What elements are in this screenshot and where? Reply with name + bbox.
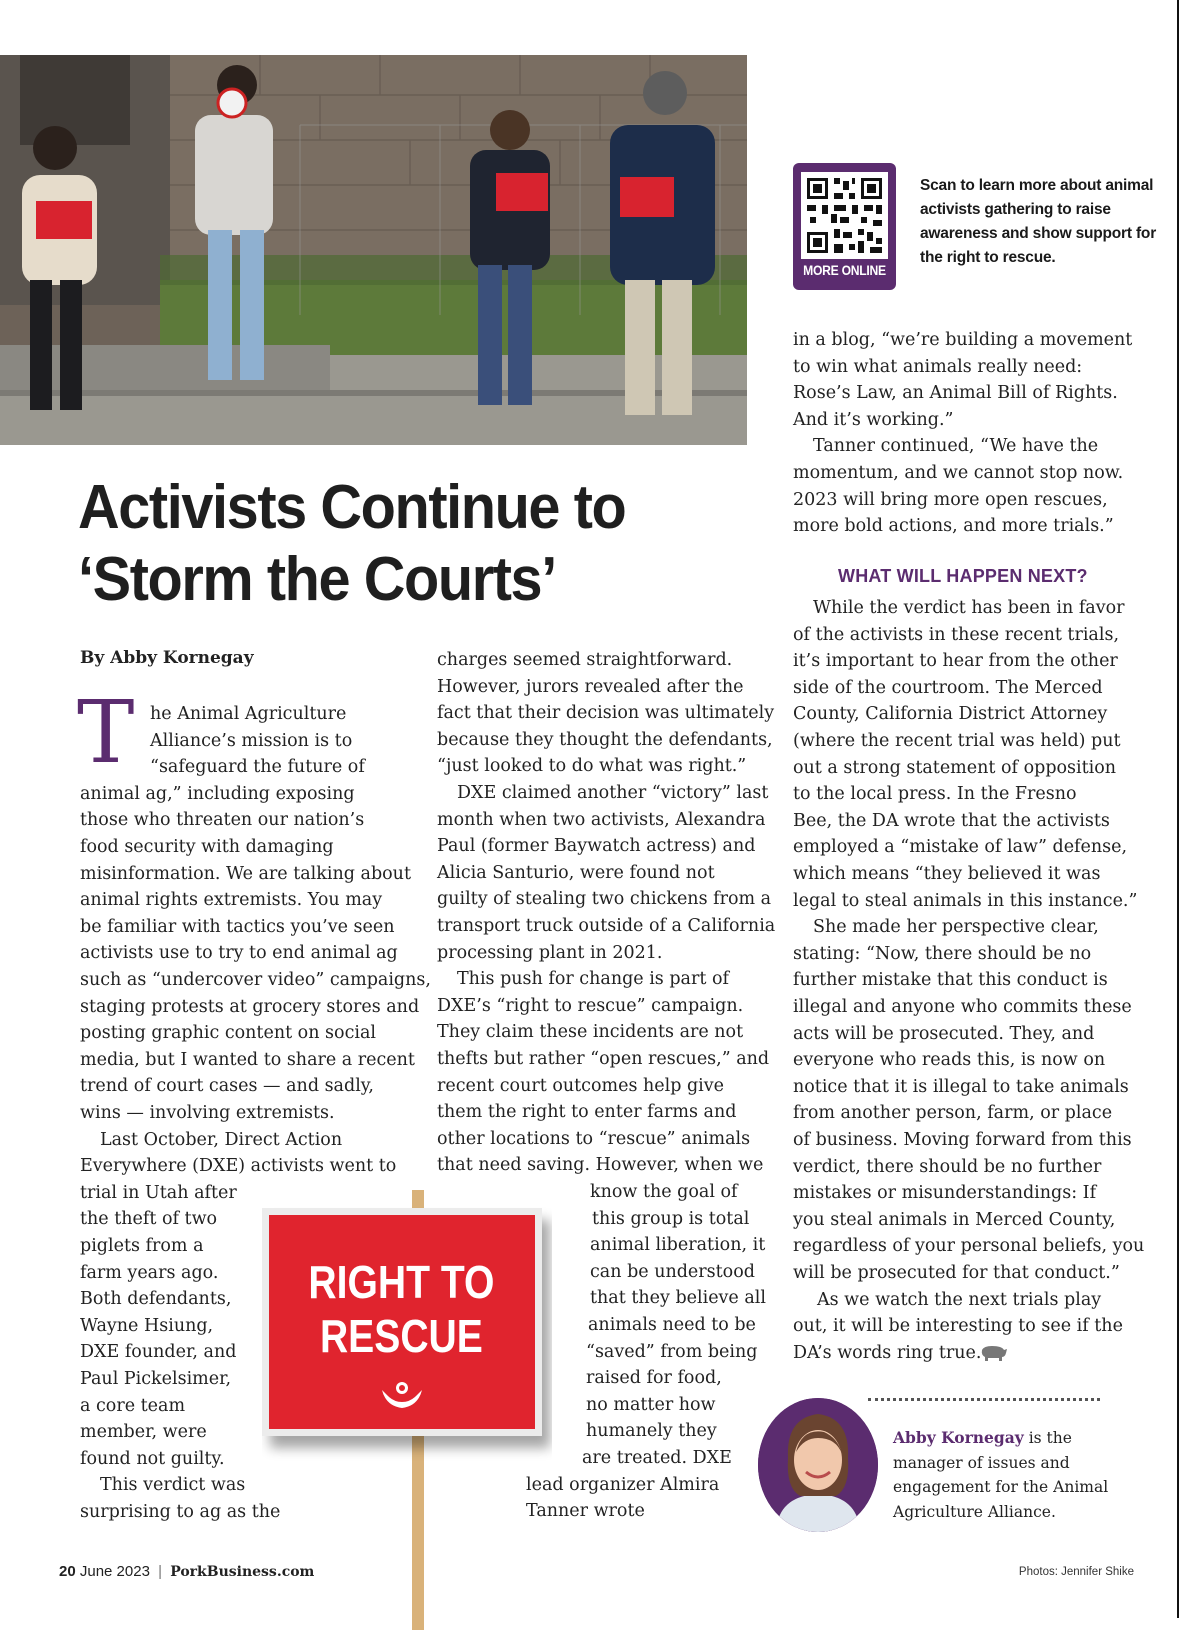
col1-line: posting graphic content on social <box>80 1023 376 1044</box>
col1-line: DXE founder, and <box>80 1342 237 1363</box>
byline: By Abby Kornegay <box>80 648 254 668</box>
col3-line: 2023 will bring more open rescues, <box>793 489 1108 510</box>
col2-line: Paul (former Baywatch actress) and <box>437 836 756 857</box>
author-bio <box>893 1426 1133 1524</box>
col1-line: animal rights extremists. You may <box>80 890 383 911</box>
pig-end-icon <box>978 1344 1008 1362</box>
qr-label: MORE ONLINE <box>803 263 886 278</box>
col3-line: in a blog, “we’re building a movement <box>793 330 1133 350</box>
col3-line: everyone who reads this, is now on <box>793 1050 1106 1071</box>
col1-line: member, were <box>80 1422 207 1443</box>
col2-line: “saved” from being <box>586 1341 758 1362</box>
col2-line: because they thought the defendants, <box>437 729 773 750</box>
col3-line: from another person, farm, or place <box>793 1103 1113 1124</box>
col2-line: This push for change is part of <box>457 969 729 990</box>
page-number: 20 <box>59 1563 76 1580</box>
bio-author-name: Abby Kornegay <box>893 1428 1024 1447</box>
col1-line: found not guilty. <box>80 1448 225 1469</box>
col3-line: will be prosecuted for that conduct.” <box>793 1263 1120 1283</box>
col2-line: raised for food, <box>586 1368 722 1389</box>
site-name: PorkBusiness.com <box>170 1564 315 1580</box>
section-subhead: WHAT WILL HAPPEN NEXT? <box>838 566 1088 586</box>
col1-line: he Animal Agriculture <box>150 704 347 724</box>
col3-line: Rose’s Law, an Animal Bill of Rights. <box>793 383 1118 404</box>
sign-line-2: RESCUE <box>319 1311 483 1363</box>
col2-line: know the goal of <box>590 1182 738 1202</box>
col2-line: Tanner wrote <box>526 1501 645 1522</box>
col2-line: transport truck outside of a California <box>437 916 776 936</box>
qr-code-box[interactable] <box>793 163 896 290</box>
col2-line: no matter how <box>586 1394 716 1415</box>
col1-line: Last October, Direct Action <box>100 1129 343 1150</box>
qr-code-icon[interactable] <box>801 172 888 259</box>
col3-line: While the verdict has been in favor <box>813 598 1125 618</box>
col1-line: farm years ago. <box>80 1262 219 1283</box>
col2-line: recent court outcomes help give <box>437 1075 725 1096</box>
col1-line: Everywhere (DXE) activists went to <box>80 1156 397 1177</box>
col2-line: thefts but rather “open rescues,” and <box>437 1049 770 1069</box>
protest-photo <box>0 55 747 445</box>
col1-line: This verdict was <box>100 1475 246 1496</box>
col1-line: staging protests at grocery stores and <box>80 996 420 1017</box>
col3-line: Bee, the DA wrote that the activists <box>793 810 1110 831</box>
headline-line-2: ‘Storm the Courts’ <box>78 545 556 614</box>
col1-line: such as “undercover video” campaigns, <box>80 970 431 990</box>
col1-line: activists use to try to end animal ag <box>80 943 398 964</box>
col1-line: wins — involving extremists. <box>80 1103 335 1123</box>
col1-line: be familiar with tactics you’ve seen <box>80 916 395 937</box>
col3-line: Tanner continued, “We have the <box>813 436 1099 457</box>
col2-line: can be understood <box>590 1261 755 1282</box>
col2-line: fact that their decision was ultimately <box>437 703 775 724</box>
col2-line: this group is total <box>592 1208 750 1229</box>
bio-text: is the manager of issues and engagement for the Animal Agriculture Alliance. <box>893 1429 1109 1521</box>
col2-line: charges seemed straightforward. <box>437 650 733 670</box>
col2-line: They claim these incidents are not <box>437 1022 744 1043</box>
col3-line: And it’s working.” <box>793 409 954 430</box>
col3-line: She made her perspective clear, <box>813 917 1099 938</box>
col2-line: are treated. DXE <box>582 1448 732 1468</box>
col1-line: those who threaten our nation’s <box>80 810 365 831</box>
col3-line: to the local press. In the Fresno <box>793 784 1077 805</box>
col2-line: month when two activists, Alexandra <box>437 809 766 830</box>
col2-line: DXE claimed another “victory” last <box>457 783 769 803</box>
footer-separator: | <box>158 1563 163 1580</box>
col3-line: employed a “mistake of law” defense, <box>793 837 1128 858</box>
col2-line: them the right to enter farms and <box>437 1102 737 1123</box>
headline-line-1: Activists Continue to <box>78 473 626 542</box>
col2-line: that need saving. However, when we <box>437 1155 764 1176</box>
col3-line: of the activists in these recent trials, <box>793 624 1120 645</box>
issue-date: June 2023 <box>79 1563 150 1580</box>
col3-line: DA’s words ring true. <box>793 1342 982 1363</box>
col1-line: misinformation. We are talking about <box>80 863 411 884</box>
col1-line: Wayne Hsiung, <box>80 1315 214 1336</box>
qr-caption: Scan to learn more about animal activists gathering to raise awareness and show support for the right to rescue. <box>920 177 1157 266</box>
col2-line: processing plant in 2021. <box>437 942 663 963</box>
col3-line: out, it will be interesting to see if the <box>793 1316 1123 1337</box>
col1-line: Paul Pickelsimer, <box>80 1369 232 1389</box>
col1-line: piglets from a <box>80 1236 204 1256</box>
col2-line: However, jurors revealed after the <box>437 676 744 697</box>
col3-line: notice that it is illegal to take animals <box>793 1076 1129 1097</box>
col1-line: trial in Utah after <box>80 1182 237 1203</box>
col3-line: to win what animals really need: <box>793 356 1083 377</box>
col1-line: the theft of two <box>80 1209 218 1230</box>
page-edge-rule <box>1177 0 1179 1618</box>
col3-line: illegal and anyone who commits these <box>793 997 1132 1017</box>
col3-line: legal to steal animals in this instance.” <box>793 890 1138 911</box>
col1-line: media, but I wanted to share a recent <box>80 1049 415 1070</box>
col3-line: verdict, there should be no further <box>793 1156 1102 1177</box>
col2-line: other locations to “rescue” animals <box>437 1128 751 1149</box>
col3-line: stating: “Now, there should be no <box>793 943 1092 964</box>
article-headline <box>78 472 729 616</box>
col2-line: animal liberation, it <box>590 1235 766 1256</box>
photo-credit: Photos: Jennifer Shike <box>1018 1566 1134 1578</box>
col3-line: which means “they believed it was <box>793 864 1101 884</box>
col1-line: Both defendants, <box>80 1289 232 1310</box>
col2-line: humanely they <box>586 1421 717 1442</box>
col3-line: further mistake that this conduct is <box>793 970 1108 991</box>
col3-line: regardless of your personal beliefs, you <box>793 1236 1145 1257</box>
col2-line: Alicia Santurio, were found not <box>437 862 715 883</box>
sign-line-1: RIGHT TO <box>308 1257 495 1309</box>
col2-line: animals need to be <box>588 1315 756 1335</box>
col3-line: more bold actions, and more trials.” <box>793 516 1114 537</box>
col3-line: mistakes or misunderstandings: If <box>793 1183 1097 1204</box>
col3-line: As we watch the next trials play <box>817 1289 1102 1310</box>
author-avatar <box>758 1398 878 1532</box>
col3-line: momentum, and we cannot stop now. <box>793 463 1124 483</box>
col3-line: of business. Moving forward from this <box>793 1130 1132 1150</box>
col3-line: side of the courtroom. The Merced <box>793 677 1103 698</box>
col1-line: food security with damaging <box>80 837 334 857</box>
col3-line: acts will be prosecuted. They, and <box>793 1023 1095 1044</box>
col3-line: you steal animals in Merced County, <box>793 1209 1116 1230</box>
col2-line: lead organizer Almira <box>526 1474 720 1495</box>
col2-line: “just looked to do what was right.” <box>437 756 747 777</box>
col3-line: County, California District Attorney <box>793 704 1108 725</box>
col1-line: trend of court cases — and sadly, <box>80 1076 374 1097</box>
bio-divider <box>868 1398 1100 1401</box>
col1-line: a core team <box>80 1395 186 1416</box>
col1-line: animal ag,” including exposing <box>80 783 355 804</box>
page-footer <box>59 1563 314 1580</box>
col1-line: “safeguard the future of <box>150 757 365 778</box>
drop-cap: T <box>77 683 135 783</box>
col1-line: surprising to ag as the <box>80 1502 281 1522</box>
col1-line: Alliance’s mission is to <box>150 730 353 751</box>
col2-line: guilty of stealing two chickens from a <box>437 889 772 910</box>
col3-line: it’s important to hear from the other <box>793 651 1118 672</box>
col2-line: DXE’s “right to rescue” campaign. <box>437 995 744 1016</box>
col2-line: that they believe all <box>590 1288 766 1309</box>
col3-line: out a strong statement of opposition <box>793 757 1117 778</box>
col3-line: (where the recent trial was held) put <box>793 731 1121 751</box>
